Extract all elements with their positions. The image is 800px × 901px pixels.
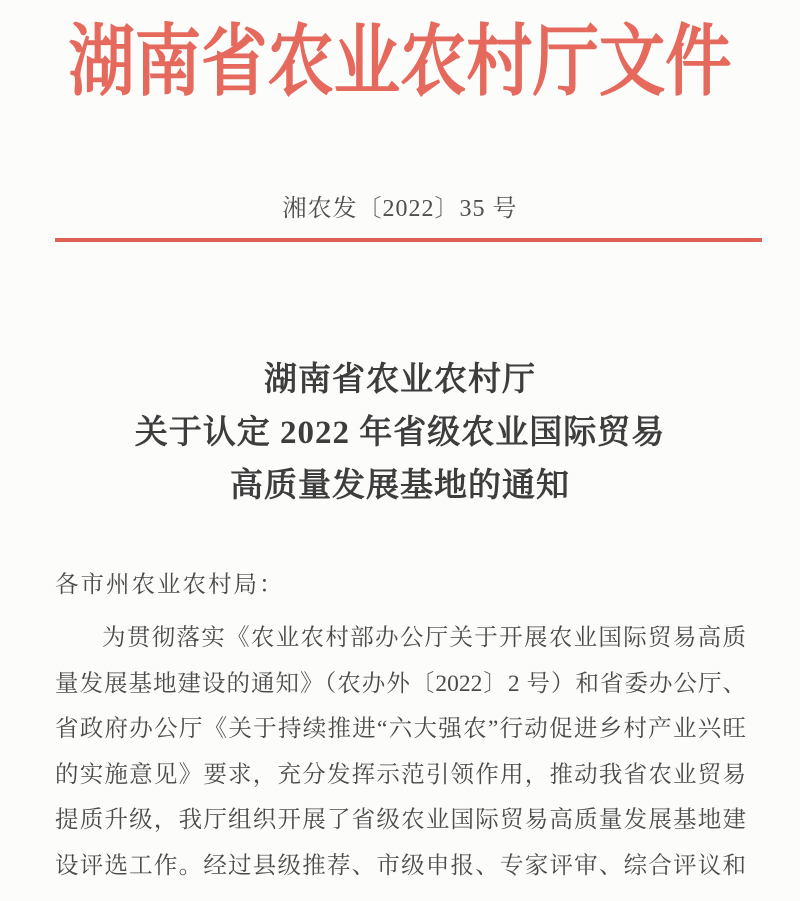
paragraph-line: 提质升级，我厅组织开展了省级农业国际贸易高质量发展基地建 (55, 807, 746, 833)
paragraph-line: 省政府办公厅《关于持续推进“六大强农”行动促进乡村产业兴旺 (55, 716, 746, 742)
paragraph-line: 的实施意见》要求，充分发挥示范引领作用，推动我省农业贸易 (55, 761, 746, 788)
document-title (0, 354, 800, 513)
document-title-line1: 湖南省农业农村厅 (264, 362, 536, 398)
document-number: 湘农发〔2022〕35 号 (282, 196, 518, 222)
document-title-line2: 关于认定 2022 年省级农业国际贸易 (134, 415, 666, 451)
document-title-line3: 高质量发展基地的通知 (230, 468, 570, 504)
red-divider-line (55, 238, 762, 242)
body-paragraph (55, 616, 746, 889)
paragraph-line: 量发展基地建设的通知》（农办外〔2022〕2 号）和省委办公厅、 (55, 670, 746, 697)
paragraph-line: 为贯彻落实《农业农村部办公厅关于开展农业国际贸易高质 (102, 625, 746, 651)
document-body (55, 563, 746, 889)
salutation: 各市州农业农村局： (55, 572, 285, 598)
document-header-title: 湖南省农业农村厅文件 (68, 18, 732, 105)
paragraph-line: 设评选工作。经过县级推荐、市级申报、专家评审、综合评议和 (55, 852, 746, 879)
